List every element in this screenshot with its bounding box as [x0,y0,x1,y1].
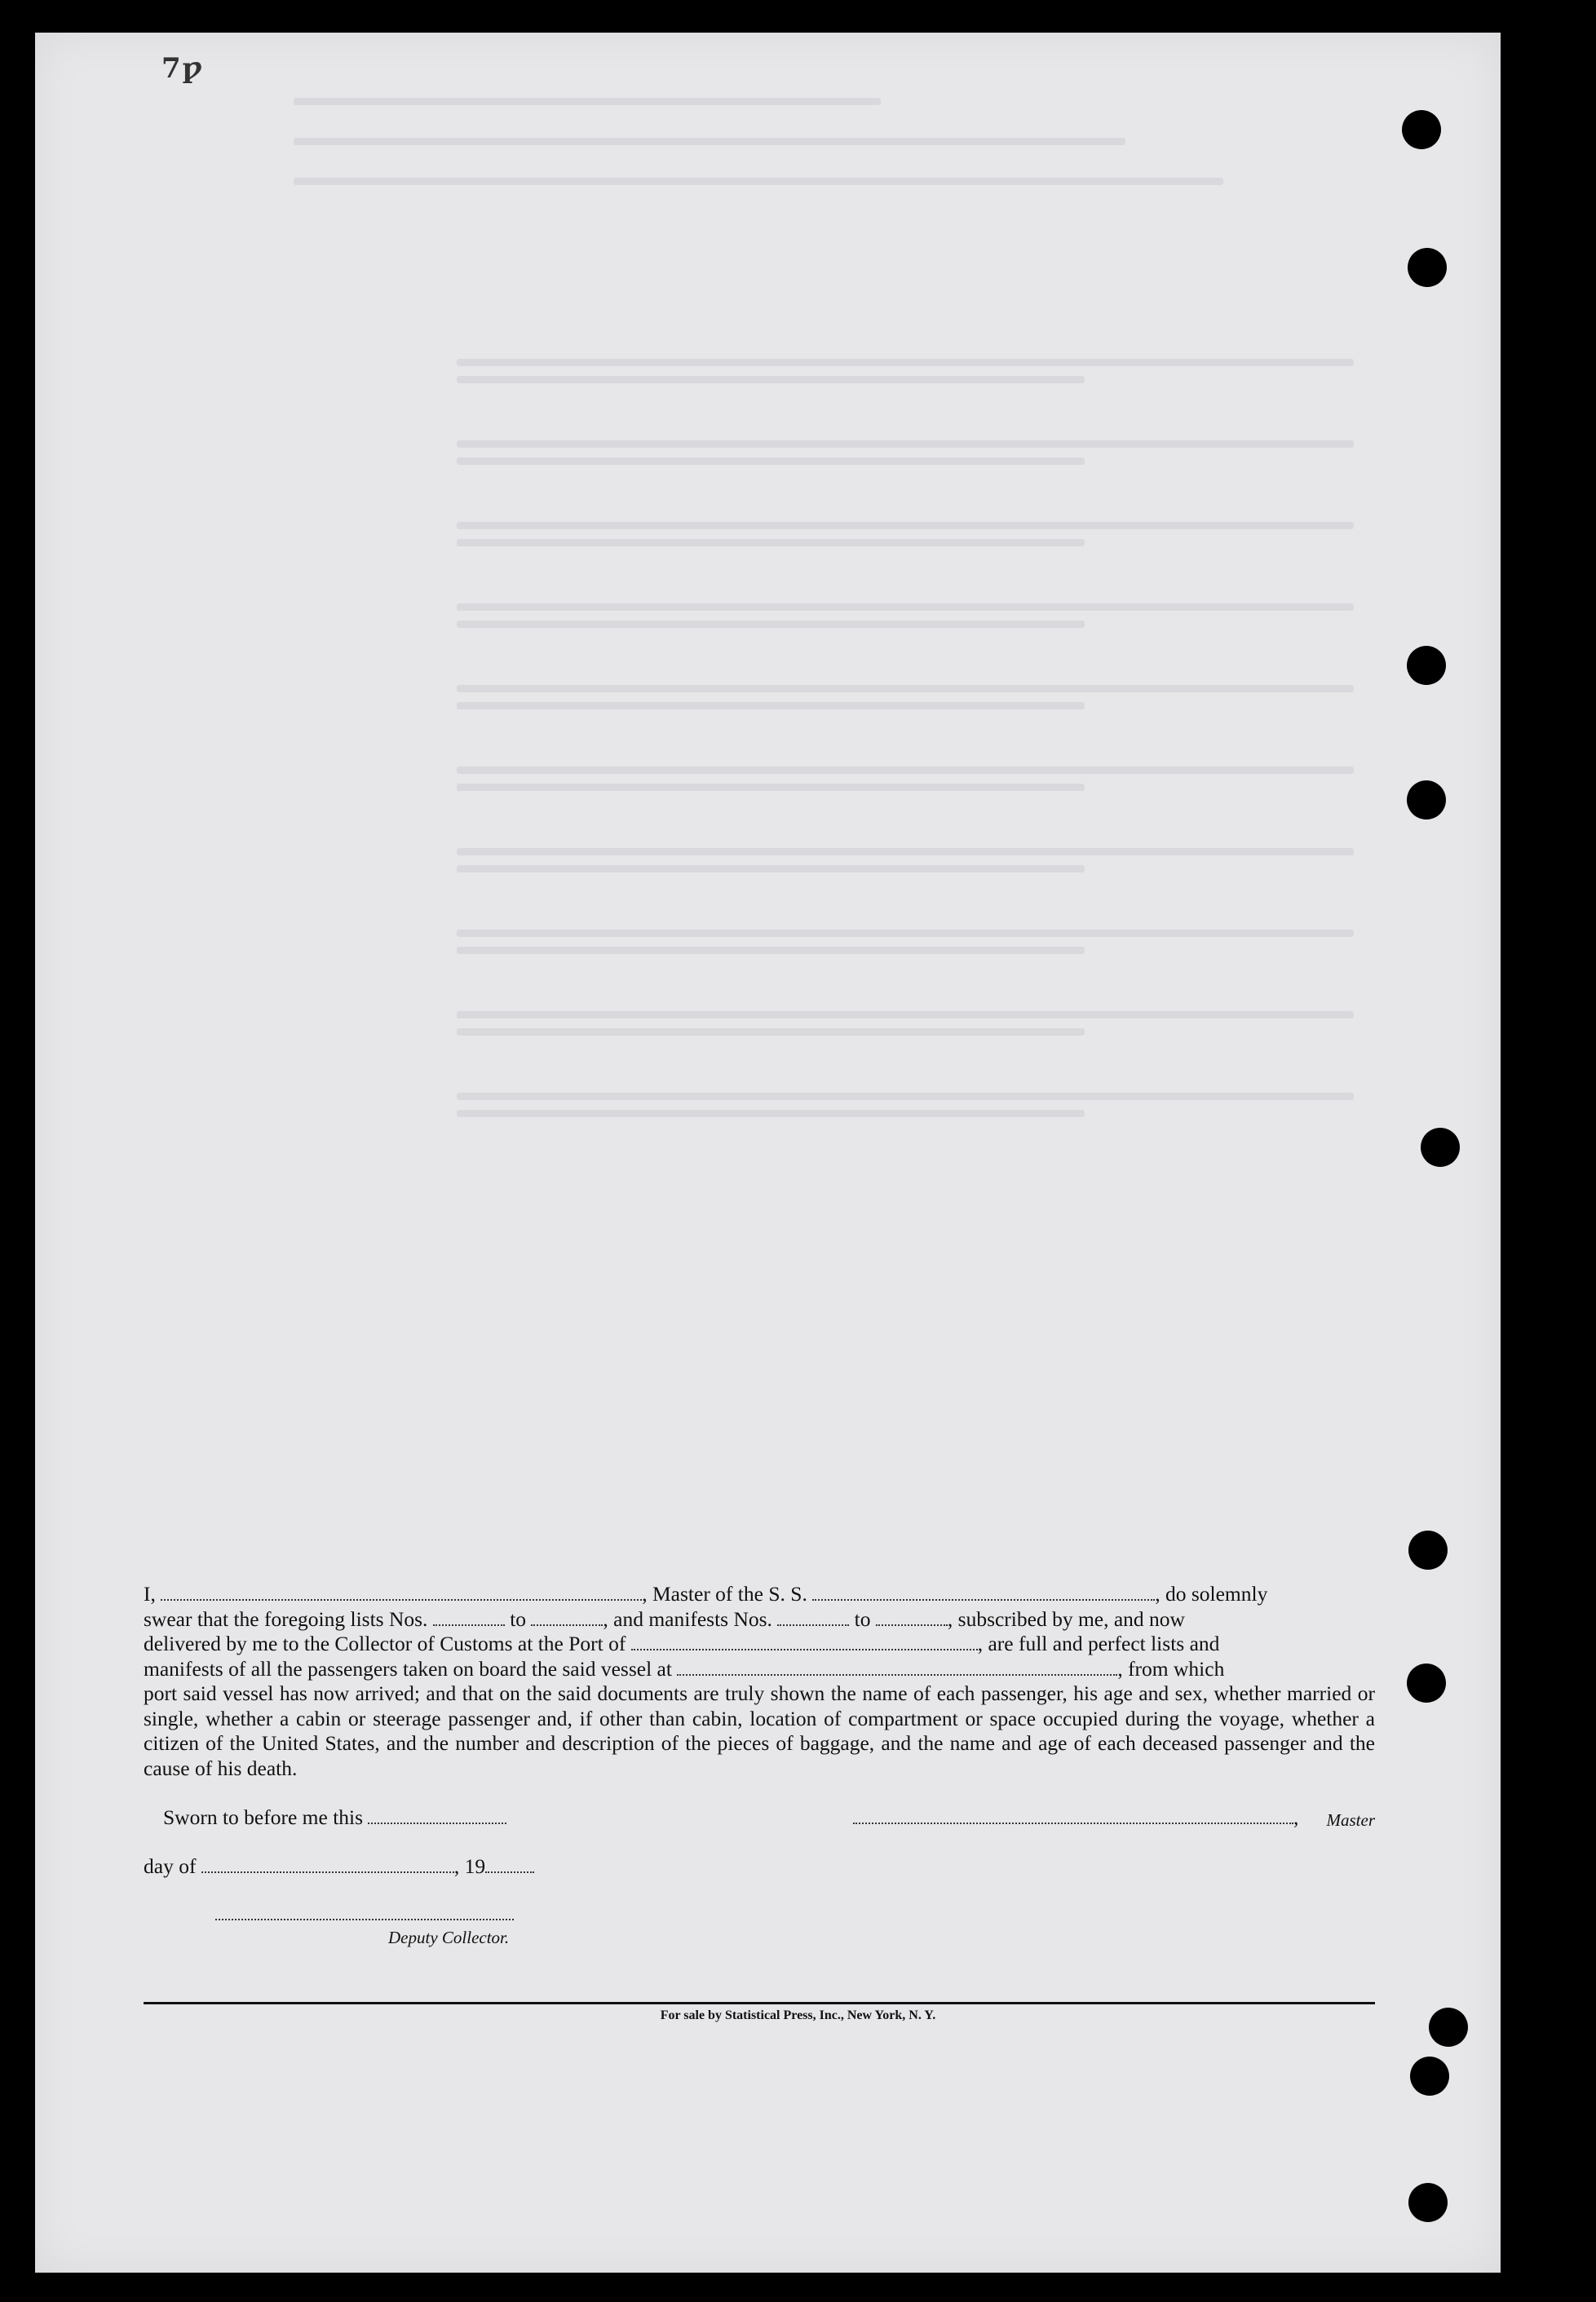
punch-hole [1407,646,1446,685]
master-oath-paragraph [144,1582,1375,1781]
oath-text: , subscribed by me, and now [947,1606,1185,1631]
master-name-blank [161,1584,642,1601]
oath-text: swear that the foregoing lists Nos. [144,1606,433,1631]
oath-text: to [849,1606,876,1631]
sworn-line [163,1805,506,1830]
page-corner-mark: 7ƿ [161,52,204,85]
year-blank [485,1857,534,1873]
bleed-through-text [457,359,1354,1174]
oath-text: manifests of all the passengers taken on board the said vessel at [144,1656,678,1681]
day-of-label: day of [144,1854,197,1878]
punch-hole [1408,248,1447,287]
lists-to-blank [531,1610,603,1626]
departure-port-blank [677,1659,1117,1676]
punch-hole [1408,1531,1448,1570]
sworn-label: Sworn to before me this [163,1805,364,1829]
manifests-to-blank [876,1610,948,1626]
oath-body: port said vessel has now arrived; and that on the said documents are truly shown the name of each passenger, his age and sex, whether married or single, whether a cabin or steerage passenger and, if other than cabin, location of compartment or space occupied during the voyage, whether a citizen of the United States, and the number and description of the pieces of baggage, and the name and age of each deceased passenger and the cause of his death. [144,1681,1375,1780]
master-signature-line [853,1805,1298,1830]
manifests-from-blank [777,1610,849,1626]
punch-hole [1410,2057,1449,2096]
punch-hole [1402,110,1441,149]
oath-text: I, [144,1582,161,1606]
oath-text: , and manifests Nos. [603,1606,778,1631]
punch-hole [1407,780,1446,820]
ship-name-blank [812,1584,1155,1601]
oath-text: , do solemnly [1155,1582,1268,1606]
sworn-date-blank [368,1808,506,1824]
day-of-line [144,1854,534,1879]
oath-text: , from which [1117,1656,1225,1681]
master-signature-blank [853,1808,1293,1824]
year-prefix: , 19 [453,1854,486,1878]
punch-hole [1408,2183,1448,2222]
oath-text: , Master of the S. S. [642,1582,813,1606]
master-label: Master [1326,1810,1375,1830]
punch-hole [1407,1664,1446,1703]
oath-text: delivered by me to the Collector of Customs at the Port of [144,1632,631,1655]
oath-text: , are full and perfect lists and [977,1632,1220,1655]
lists-from-blank [433,1610,505,1626]
footer-rule [144,2002,1375,2004]
deputy-collector-label: Deputy Collector. [388,1928,510,1947]
port-blank [631,1634,978,1650]
bleed-through-header [294,98,1272,195]
oath-text: to [504,1606,532,1631]
month-blank [201,1857,454,1873]
punch-hole [1421,1128,1460,1167]
printer-footer: For sale by Statistical Press, Inc., New York, N. Y. [660,2008,936,2022]
master-comma: , [1293,1805,1299,1829]
signature-section [144,1802,1375,1965]
deputy-signature-blank [215,1919,514,1920]
